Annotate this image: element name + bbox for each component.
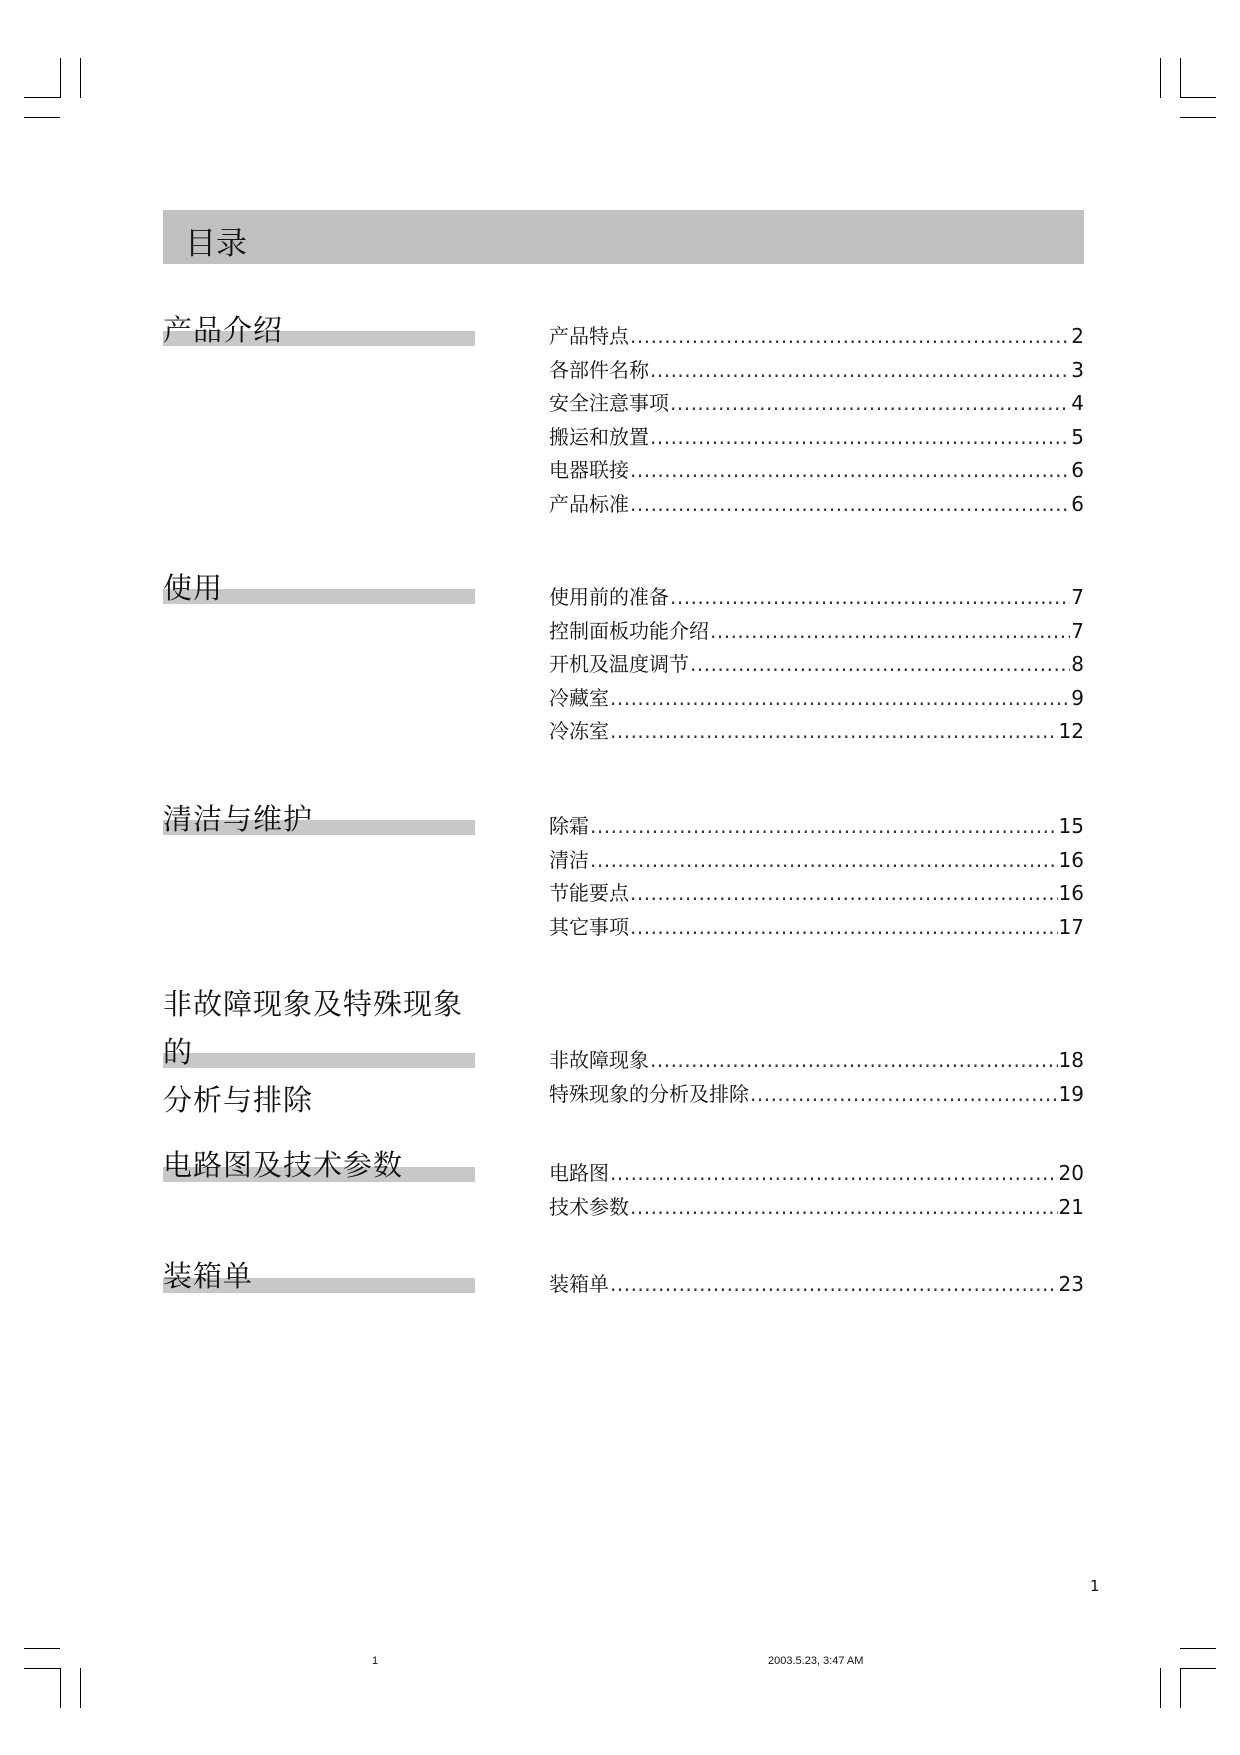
toc-entry-label: 电器联接 [549,458,629,482]
toc-entry[interactable] [549,715,1084,749]
toc-entry-page: 23 [1058,1272,1084,1296]
toc-entry-label: 冷藏室 [549,685,609,710]
toc-entry-label: 使用前的准备 [549,585,669,609]
toc-entry-page: 7 [1071,585,1084,609]
toc-entry-label: 特殊现象的分析及排除 [549,1081,749,1106]
toc-entry-label: 电路图 [549,1161,609,1185]
toc-entry[interactable] [549,911,1084,945]
toc-entry-label: 开机及温度调节 [549,652,689,676]
toc-entry[interactable] [549,615,1084,649]
toc-entry[interactable] [549,810,1084,844]
toc-entry-page: 3 [1071,357,1084,382]
toc-entry-label: 装箱单 [549,1272,609,1296]
toc-entry-page: 8 [1071,652,1084,676]
toc-entry-page: 12 [1058,719,1084,743]
toc-entry[interactable] [549,1157,1084,1191]
toc-entry-label: 产品特点 [549,324,629,348]
toc-entry-page: 21 [1058,1194,1084,1219]
toc-entry-label: 非故障现象 [549,1048,649,1072]
page-number: 1 [1090,1577,1100,1595]
toc-entry[interactable] [549,1268,1084,1302]
toc-entry-label: 其它事项 [549,914,629,939]
toc-title-bar [163,210,1084,264]
toc-entry[interactable] [549,488,1084,522]
toc-entry[interactable] [549,454,1084,488]
section-title-line-2: 分析与排除 [163,1083,314,1117]
toc-entry-page: 4 [1071,391,1084,415]
toc-entry-page: 6 [1071,458,1084,482]
toc-entry-page: 5 [1071,424,1084,449]
section-title: 产品介绍 [163,313,284,347]
toc-entry-page: 7 [1071,618,1084,643]
toc-entry[interactable] [549,1044,1084,1078]
toc-entry-page: 16 [1058,881,1084,905]
toc-entry-page: 20 [1058,1161,1084,1185]
toc-entry-page: 9 [1071,685,1084,710]
toc-entry[interactable] [549,387,1084,421]
footer-left: 1 [372,1655,379,1667]
toc-entry[interactable] [549,877,1084,911]
toc-entry[interactable] [549,1078,1084,1112]
toc-entry[interactable] [549,581,1084,615]
toc-entry-page: 18 [1058,1048,1084,1072]
toc-entry[interactable] [549,682,1084,716]
toc-entry[interactable] [549,354,1084,388]
toc-entry-page: 19 [1058,1081,1084,1106]
toc-entry-label: 清洁 [549,847,589,872]
toc-entry-label: 各部件名称 [549,357,649,382]
toc-entry-label: 安全注意事项 [549,391,669,415]
section-title: 装箱单 [163,1259,254,1293]
section-title: 使用 [163,571,224,605]
toc-entry[interactable] [549,1191,1084,1225]
page-title: 目录 [185,226,247,262]
toc-entry[interactable] [549,844,1084,878]
toc-entry-page: 15 [1058,814,1084,838]
toc-entry-label: 节能要点 [549,881,629,905]
toc-entry-page: 17 [1058,914,1084,939]
toc-entry-page: 2 [1071,324,1084,348]
toc-entry-label: 产品标准 [549,491,629,516]
section-title: 清洁与维护 [163,802,314,836]
toc-entry-label: 冷冻室 [549,719,609,743]
toc-entry-label: 控制面板功能介绍 [549,618,709,643]
toc-entry-page: 6 [1071,491,1084,516]
toc-entry[interactable] [549,320,1084,354]
toc-entry-label: 除霜 [549,814,589,838]
toc-entry-label: 技术参数 [549,1194,629,1219]
section-title-line-1: 非故障现象及特殊现象的 [163,987,464,1069]
section-title: 电路图及技术参数 [163,1148,404,1182]
toc-entry-label: 搬运和放置 [549,424,649,449]
toc-entry[interactable] [549,648,1084,682]
toc-entry[interactable] [549,421,1084,455]
footer-timestamp: 2003.5.23, 3:47 AM [768,1655,864,1667]
toc-entry-page: 16 [1058,847,1084,872]
